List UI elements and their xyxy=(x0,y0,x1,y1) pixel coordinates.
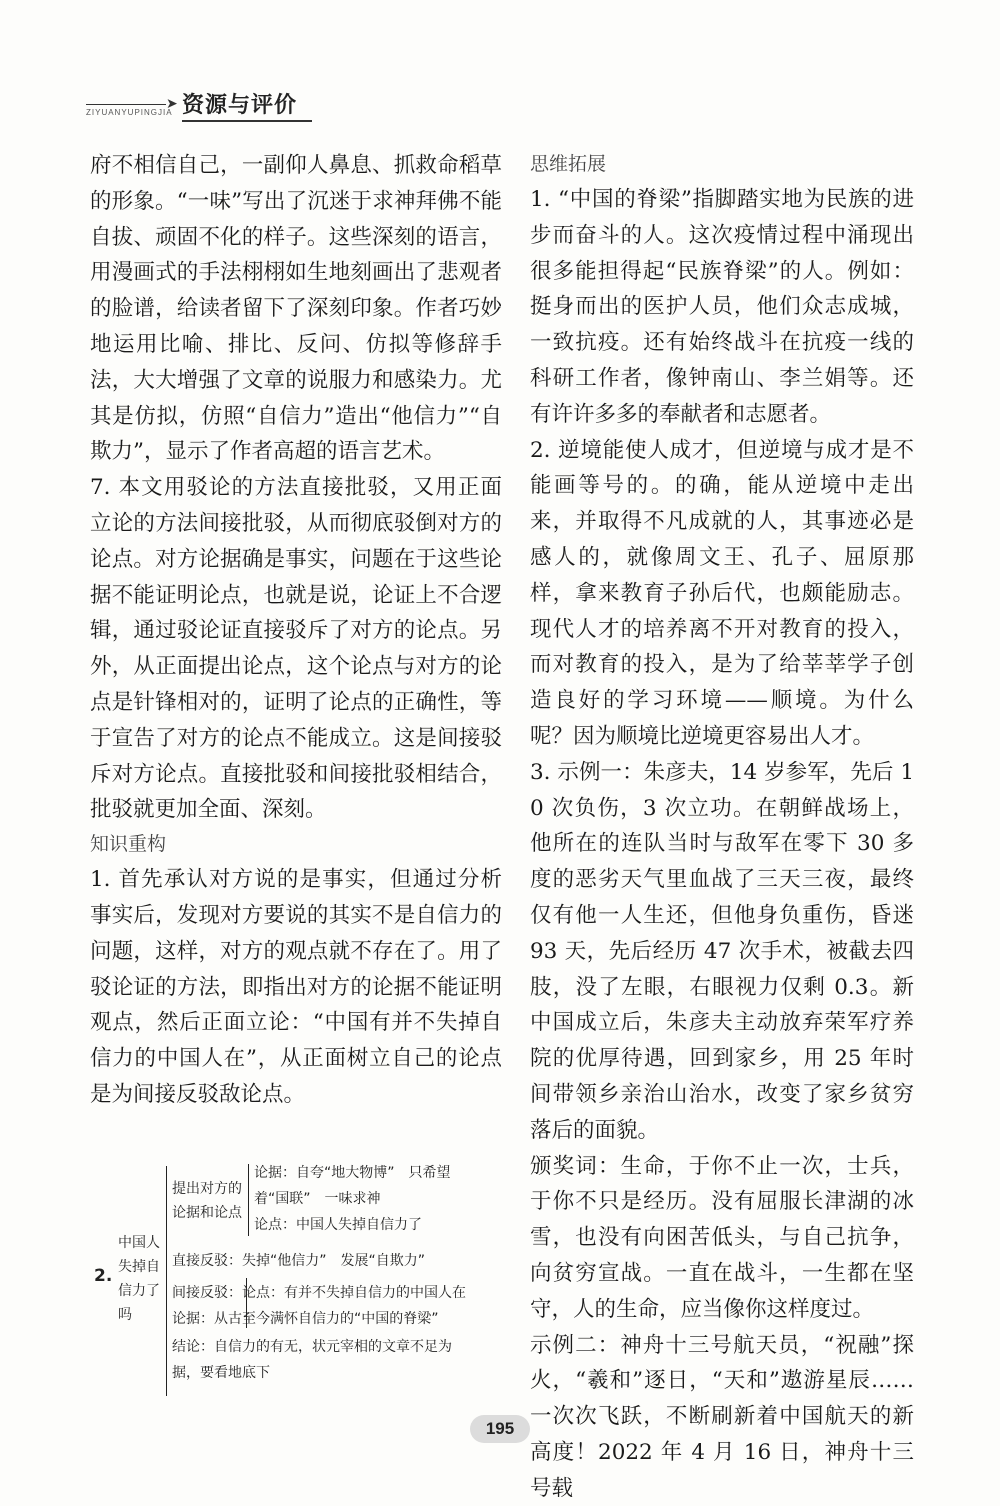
right-paragraph-4: 颁奖词：生命，于你不止一次，士兵，于你不只是经历。没有屈服长津湖的冰雪，也没有向困苦低头，与自己抗争，向贫穷宣战。一直在战斗，一生都在坚守，人的生命，应当像你这样度过。 xyxy=(530,1149,914,1328)
header-title: 资源与评价 xyxy=(182,88,297,119)
diagram-evidence: 论据：从古至今满怀自信力的“中国的脊梁” xyxy=(172,1308,439,1328)
right-column xyxy=(530,148,914,1506)
page-number: 195 xyxy=(470,1415,530,1443)
left-column xyxy=(90,148,502,1113)
diagram-b1-item-3: 论点：中国人失掉自信力了 xyxy=(254,1214,422,1234)
right-paragraph-1: 1. “中国的脊梁”指脚踏实地为民族的进步而奋斗的人。这次疫情过程中涌现出很多能担得起“民族脊梁”的人。例如：挺身而出的医护人员，他们众志成城，一致抗疫。还有始终战斗在抗疫一线的科研工作者，像钟南山、李兰娟等。还有许许多多的奉献者和志愿者。 xyxy=(530,182,914,433)
header-rule xyxy=(86,104,166,105)
diagram-branch-1-line-1: 提出对方的 xyxy=(172,1178,242,1198)
section-title-knowledge: 知识重构 xyxy=(90,830,502,858)
diagram-root-line-3: 信力了 xyxy=(118,1280,160,1300)
diagram-indirect-rebuttal: 间接反驳：论点：有并不失掉自信力的中国人在 xyxy=(172,1282,466,1302)
left-paragraph-2: 7. 本文用驳论的方法直接批驳，又用正面立论的方法间接批驳，从而彻底驳倒对方的论点。对方论据确是事实，问题在于这些论据不能证明论点，也就是说，论证上不合逻辑，通过驳论证直接驳斥了对方的论点。另外，从正面提出论点，这个论点与对方的论点是针锋相对的，证明了论点的正确性，等于宣告了对方的论点不能成立。这是间接驳斥对方论点。直接批驳和间接批驳相结合，批驳就更加全面、深刻。 xyxy=(90,470,502,828)
left-paragraph-1: 府不相信自己，一副仰人鼻息、抓救命稻草的形象。“一味”写出了沉迷于求神拜佛不能自拔、顽固不化的样子。这些深刻的语言，用漫画式的手法栩栩如生地刻画出了悲观者的脸谱，给读者留下了深刻印象。作者巧妙地运用比喻、排比、反问、仿拟等修辞手法，大大增强了文章的说服力和感染力。尤其是仿拟，仿照“自信力”造出“他信力”“自欺力”，显示了作者高超的语言艺术。 xyxy=(90,148,502,470)
left-paragraph-3: 1. 首先承认对方说的是事实，但通过分析事实后，发现对方要说的其实不是自信力的问题，这样，对方的观点就不存在了。用了驳论证的方法，即指出对方的论据不能证明观点，然后正面立论：“中国有并不失掉自信力的中国人在”，从正面树立自己的论点是为间接反驳敌论点。 xyxy=(90,862,502,1113)
diagram-b1-item-1: 论据：自夸“地大物博” 只希望 xyxy=(254,1162,451,1182)
diagram-sub-brace xyxy=(248,1164,249,1236)
header-underline xyxy=(182,120,312,122)
diagram-conclusion-line-2: 据，要看地底下 xyxy=(172,1362,270,1382)
diagram-conclusion-line-1: 结论：自信力的有无，状元宰相的文章不足为 xyxy=(172,1336,452,1356)
right-paragraph-3: 3. 示例一：朱彦夫，14 岁参军，先后 10 次负伤，3 次立功。在朝鲜战场上，他所在的连队当时与敌军在零下 30 多度的恶劣天气里血战了三天三夜，最终仅有他一人生还，但他身负重伤，昏迷 93 天，先后经历 47 次手术，被截去四肢，没了左眼，右眼视力仅剩 0.3。新中国成立后，朱彦夫主动放弃荣军疗养院的优厚待遇，回到家乡，用 25 年时间带领乡亲治山治水，改变了家乡贫穷落后的面貌。 xyxy=(530,755,914,1149)
diagram-number: 2. xyxy=(94,1266,112,1286)
diagram-main-brace xyxy=(166,1166,167,1396)
arrow-icon: ➤ xyxy=(166,96,178,112)
diagram-b1-item-2: 着“国联” 一味求神 xyxy=(254,1188,381,1208)
diagram-root-line-4: 吗 xyxy=(118,1304,132,1324)
diagram-direct-rebuttal: 直接反驳：失掉“他信力” 发展“自欺力” xyxy=(172,1250,425,1270)
header-pinyin: ZIYUANYUPINGJIA xyxy=(86,108,173,117)
right-paragraph-2: 2. 逆境能使人成才，但逆境与成才是不能画等号的。的确，能从逆境中走出来，并取得不凡成就的人，其事迹必是感人的，就像周文王、孔子、屈原那样，拿来教育子孙后代，也颇能励志。现代人才的培养离不开对教育的投入，而对教育的投入，是为了给莘莘学子创造良好的学习环境——顺境。为什么呢？因为顺境比逆境更容易出人才。 xyxy=(530,433,914,755)
right-paragraph-5: 示例二：神舟十三号航天员，“祝融”探火，“羲和”逐日，“天和”遨游星辰……一次次飞跃，不断刷新着中国航天的新高度！2022 年 4 月 16 日，神舟十三号载 xyxy=(530,1328,914,1506)
diagram-branch-1-line-2: 论据和论点 xyxy=(172,1202,242,1222)
page-header xyxy=(86,86,326,126)
argument-diagram xyxy=(90,1160,500,1400)
section-title-thinking: 思维拓展 xyxy=(530,150,914,178)
diagram-root-line-2: 失掉自 xyxy=(118,1256,160,1276)
diagram-root-line-1: 中国人 xyxy=(118,1232,160,1252)
